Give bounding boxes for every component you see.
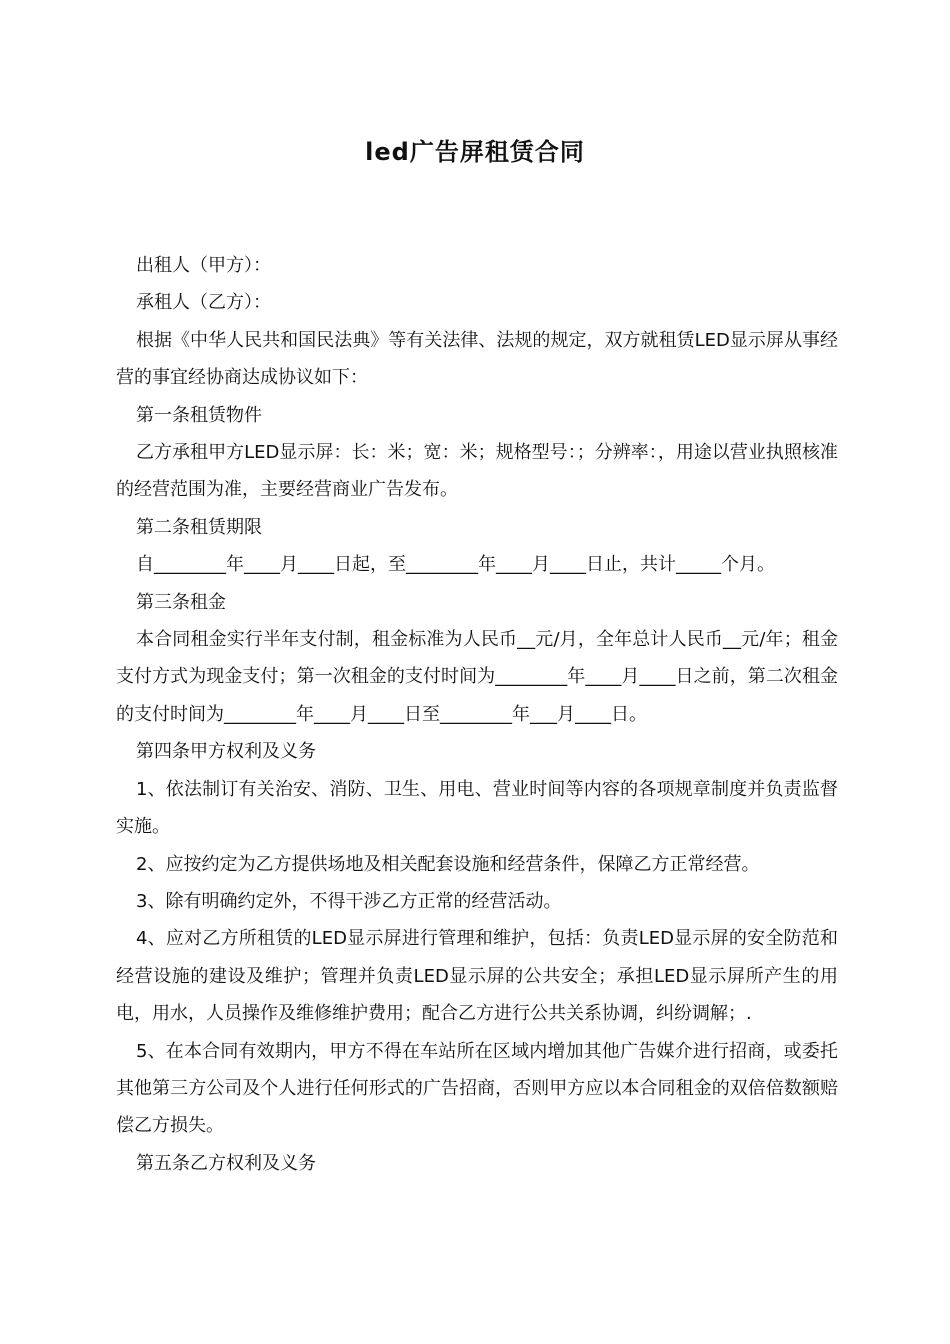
document-body bbox=[116, 247, 838, 1182]
article-1-body: 乙方承租甲方LED显示屏：长：米；宽：米；规格型号：；分辨率：，用途以营业执照核准的经营范围为准，主要经营商业广告发布。 bbox=[116, 442, 838, 501]
lessee-line: 承租人（乙方）： bbox=[136, 292, 271, 314]
article-4-item-1: 1、依法制订有关治安、消防、卫生、用电、营业时间等内容的各项规章制度并负责监督实施。 bbox=[116, 778, 838, 838]
article-4-item-3: 3、除有明确约定外，不得干涉乙方正常的经营活动。 bbox=[136, 890, 562, 912]
lessor-line: 出租人（甲方）： bbox=[136, 255, 271, 276]
article-4-item-2: 2、应按约定为乙方提供场地及相关配套设施和经营条件，保障乙方正常经营。 bbox=[136, 853, 760, 875]
article-1-heading: 第一条租赁物件 bbox=[136, 404, 262, 426]
article-3-body: 本合同租金实行半年支付制，租金标准为人民币__元/月，全年总计人民币__元/年；租金支付方式为现金支付；第一次租金的支付时间为________年____月____日之前，第二次租金的支付时间为________年____月____日至________年___月____日。 bbox=[116, 629, 838, 725]
article-4-heading: 第四条甲方权利及义务 bbox=[136, 741, 316, 763]
article-3-heading: 第三条租金 bbox=[136, 591, 226, 613]
preamble-paragraph: 根据《中华人民共和国民法典》等有关法律、法规的规定，双方就租赁LED显示屏从事经营的事宜经协商达成协议如下： bbox=[116, 329, 838, 389]
article-4-item-4: 4、应对乙方所租赁的LED显示屏进行管理和维护，包括：负责LED显示屏的安全防范和经营设施的建设及维护；管理并负责LED显示屏的公共安全；承担LED显示屏所产生的用电，用水，人员操作及维修维护费用；配合乙方进行公共关系协调，纠纷调解；. bbox=[116, 928, 838, 1025]
article-5-heading: 第五条乙方权利及义务 bbox=[136, 1152, 316, 1174]
article-2-body: 自________年____月____日起，至________年____月____日止，共计_____个月。 bbox=[136, 554, 775, 576]
document-title: led广告屏租赁合同 bbox=[365, 138, 585, 166]
article-4-item-5: 5、在本合同有效期内，甲方不得在车站所在区域内增加其他广告媒介进行招商，或委托其他第三方公司及个人进行任何形式的广告招商，否则甲方应以本合同租金的双倍倍数额赔偿乙方损失。 bbox=[116, 1040, 838, 1137]
article-2-heading: 第二条租赁期限 bbox=[136, 516, 262, 538]
